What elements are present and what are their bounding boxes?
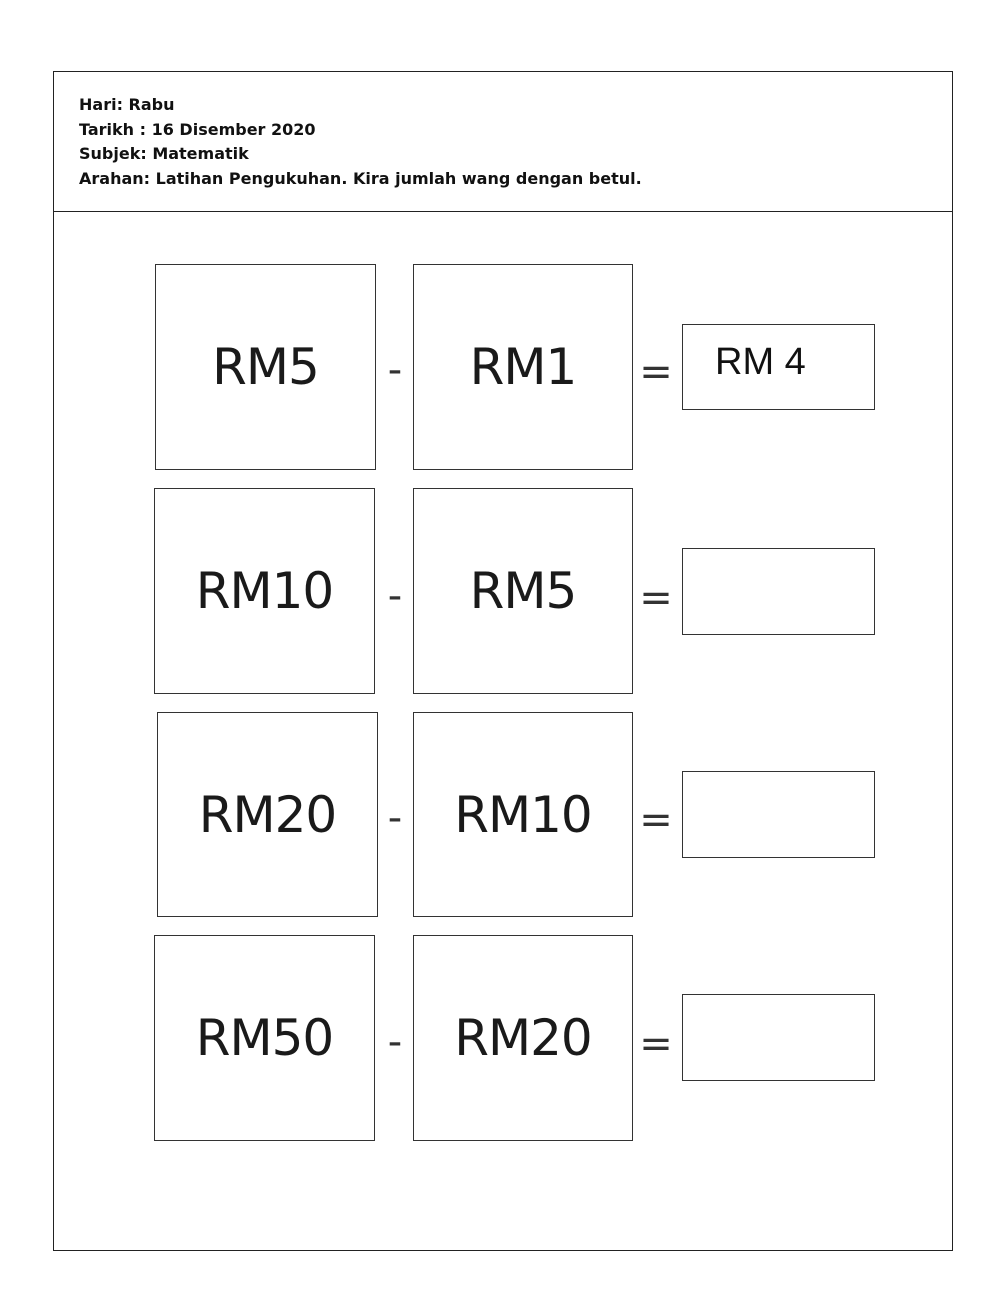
answer-box[interactable] xyxy=(682,771,875,858)
equals-sign: = xyxy=(639,349,673,395)
subtrahend-card: RM10 xyxy=(413,712,633,917)
date-label: Tarikh : 16 Disember 2020 xyxy=(79,120,316,139)
subtrahend-card: RM5 xyxy=(413,488,633,694)
minuend-card: RM50 xyxy=(154,935,375,1141)
equals-sign: = xyxy=(639,797,673,843)
subject-label: Subjek: Matematik xyxy=(79,144,249,163)
minuend-card: RM10 xyxy=(154,488,375,694)
minus-sign: - xyxy=(387,573,403,619)
answer-box[interactable] xyxy=(682,548,875,635)
subtrahend-card: RM1 xyxy=(413,264,633,470)
subtrahend-card: RM20 xyxy=(413,935,633,1141)
instruction-label: Arahan: Latihan Pengukuhan. Kira jumlah wang dengan betul. xyxy=(79,169,642,188)
equals-sign: = xyxy=(639,575,673,621)
equals-sign: = xyxy=(639,1021,673,1067)
answer-box[interactable]: RM 4 xyxy=(682,324,875,410)
day-label: Hari: Rabu xyxy=(79,95,175,114)
minus-sign: - xyxy=(387,347,403,393)
answer-box[interactable] xyxy=(682,994,875,1081)
minuend-card: RM5 xyxy=(155,264,376,470)
minus-sign: - xyxy=(387,795,403,841)
minus-sign: - xyxy=(387,1019,403,1065)
minuend-card: RM20 xyxy=(157,712,378,917)
worksheet-header xyxy=(54,72,952,212)
